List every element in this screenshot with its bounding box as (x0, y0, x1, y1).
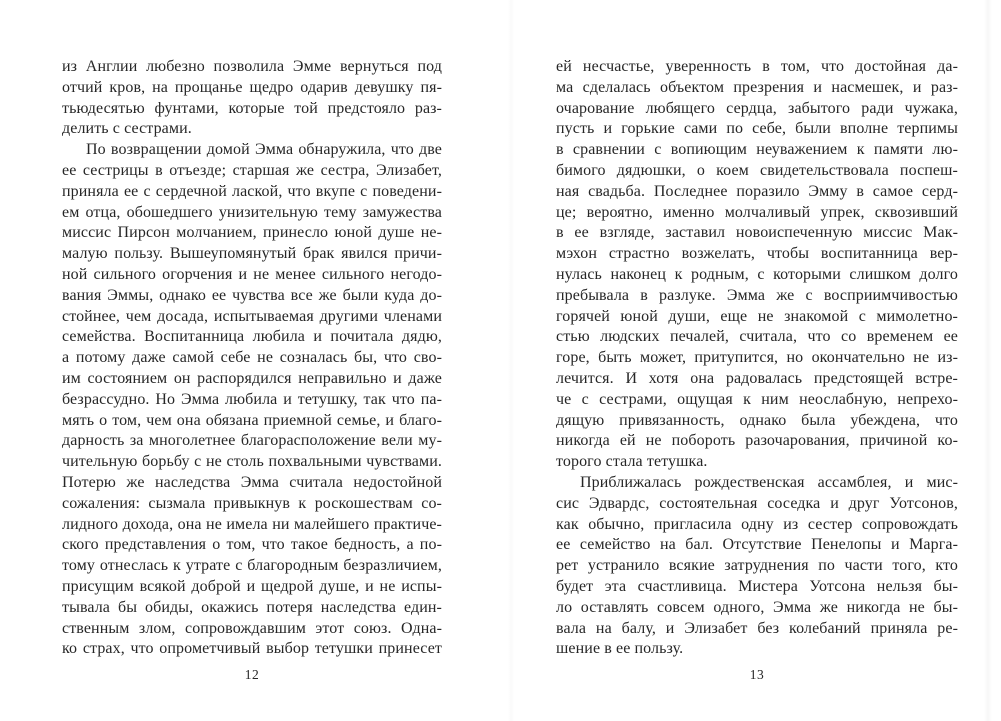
text-line: им состоянием он распорядился неправильно и даже (62, 369, 442, 387)
text-line: дарность за многолетнее благорасположение вели му- (62, 432, 442, 450)
text-line: ее семейство на бал. Отсутствие Пенелопы и Марга- (556, 536, 958, 554)
text-line: че с сестрами, ощущая к ним неослабную, непрехо- (556, 390, 958, 408)
text-line: никогда ей не побороть разочарования, причиной ко- (556, 432, 958, 450)
text-line: присущим всякой доброй и щедрой душе, и не испы- (62, 577, 442, 595)
text-line: тывала бы обиды, окажись потеря наследства един- (62, 598, 442, 616)
text-line: лидного дохода, она не имела ни малейшего практиче- (62, 515, 442, 533)
page-text-column (556, 57, 958, 660)
text-line: По возвращении домой Эмма обнаружила, что две (86, 141, 442, 159)
text-line: миссис Пирсон молчанием, принесло юной душе не- (62, 224, 442, 242)
text-line: ло оставлять совсем одного, Эмма же никогда не бы- (556, 598, 958, 616)
text-line: тому отнеслась к утрате с благородным безразличием, (62, 557, 442, 575)
text-line: торого стала тетушка. (556, 453, 708, 471)
text-line: ственным злом, сопровождавшим этот союз. Одна- (62, 619, 442, 637)
text-line: делить с сестрами. (62, 120, 192, 138)
text-line: вания Эммы, однако ее чувства все же были куда до- (62, 286, 442, 304)
text-line: безрассудно. Но Эмма любила и тетушку, так что па- (62, 390, 442, 408)
text-line: нулась наконец к родным, с которыми слишком долго (556, 265, 958, 283)
text-line: дящую привязанность, однако была убеждена, что (556, 411, 958, 429)
text-line: горячей юной души, еще не знакомой с мимолетно- (556, 307, 958, 325)
text-line: в ее взгляде, заставил новоиспеченную миссис Мак- (556, 224, 958, 242)
text-line: приняла ее с сердечной лаской, что вкупе с поведени- (62, 182, 442, 200)
text-line: вала на балу, и Элизабет без колебаний приняла ре- (556, 619, 958, 637)
text-line: горе, быть может, притупится, но окончательно не из- (556, 349, 958, 367)
book-page-left (62, 57, 442, 683)
text-line: ной сильного огорчения и не менее сильного негодо- (62, 265, 442, 283)
text-line: ма сделалась объектом презрения и насмешек, и раз- (556, 78, 958, 96)
text-line: ко страх, что опрометчивый выбор тетушки принесет (62, 640, 442, 658)
text-line: пребывала в разлуке. Эмма же с восприимчивостью (556, 286, 958, 304)
scan-artifact (508, 0, 514, 721)
text-line: ее сестрицы в отъезде; старшая же сестра, Элизабет, (62, 161, 442, 179)
text-line: пусть и горькие сами по себе, были вполне терпимы (556, 120, 958, 138)
text-line: как обычно, пригласила одну из сестер сопровождать (556, 515, 958, 533)
scan-artifact (984, 0, 992, 721)
text-line: ского представления о том, что такое бедность, а по- (62, 536, 442, 554)
text-line: сожаления: сызмала привыкнув к роскошествам со- (62, 494, 442, 512)
text-line: отчий кров, на прощанье щедро одарив девушку пя- (62, 78, 442, 96)
text-line: мять о том, чем она обязана приемной семье, и благо- (62, 411, 442, 429)
text-line: тьюдесятью фунтами, которые той предстояло раз- (62, 99, 442, 117)
text-line: ем отца, обошедшего унизительную тему замужества (62, 203, 442, 221)
text-line: ная свадьба. Последнее поразило Эмму в самое серд- (556, 182, 958, 200)
text-line: ей несчастье, уверенность в том, что достойная да- (556, 58, 958, 75)
text-line: Потерю же наследства Эмма считала недостойной (62, 473, 442, 491)
text-line: мэхон страстно возжелать, чтобы воспитанница вер- (556, 245, 958, 263)
text-line: рет устранило всякие затруднения по части того, кто (556, 557, 958, 575)
text-line: стойнее, чем досада, испытываемая другими членами (62, 307, 442, 325)
text-line: чительную борьбу с не столь похвальными чувствами. (62, 453, 442, 471)
text-line: це; вероятно, именно молчаливый упрек, сквозивший (556, 203, 958, 221)
text-line: бимого дядюшки, о коем свидетельствовала поспеш- (556, 161, 958, 179)
text-line: шение в ее пользу. (556, 640, 684, 658)
text-line: очарование любящего сердца, забытого ради чужака, (556, 99, 958, 117)
text-line: семейства. Воспитанница любила и почитала дядю, (62, 328, 442, 346)
text-line: будет эта счастливица. Мистера Уотсона нельзя бы- (556, 577, 958, 595)
page-number: 13 (749, 667, 765, 683)
text-line: малую пользу. Вышеупомянутый брак явился причи- (62, 245, 442, 263)
text-line: стью людских печалей, считала, что со временем ее (556, 328, 958, 346)
book-page-right (556, 57, 958, 683)
text-line: Приближалась рождественская ассамблея, и мис- (580, 473, 958, 491)
text-line: из Англии любезно позволила Эмме вернуться под (62, 58, 442, 75)
text-line: в сравнении с вопиющим неуважением к памяти лю- (556, 141, 958, 159)
text-line: сис Эдвардс, состоятельная соседка и друг Уотсонов, (556, 494, 958, 512)
text-line: лечится. И хотя она радовалась предстоящей встре- (556, 369, 958, 387)
text-line: а потому даже самой себе не созналась бы, что сво- (62, 349, 442, 367)
page-number: 12 (244, 667, 260, 683)
page-text-column (62, 57, 442, 660)
